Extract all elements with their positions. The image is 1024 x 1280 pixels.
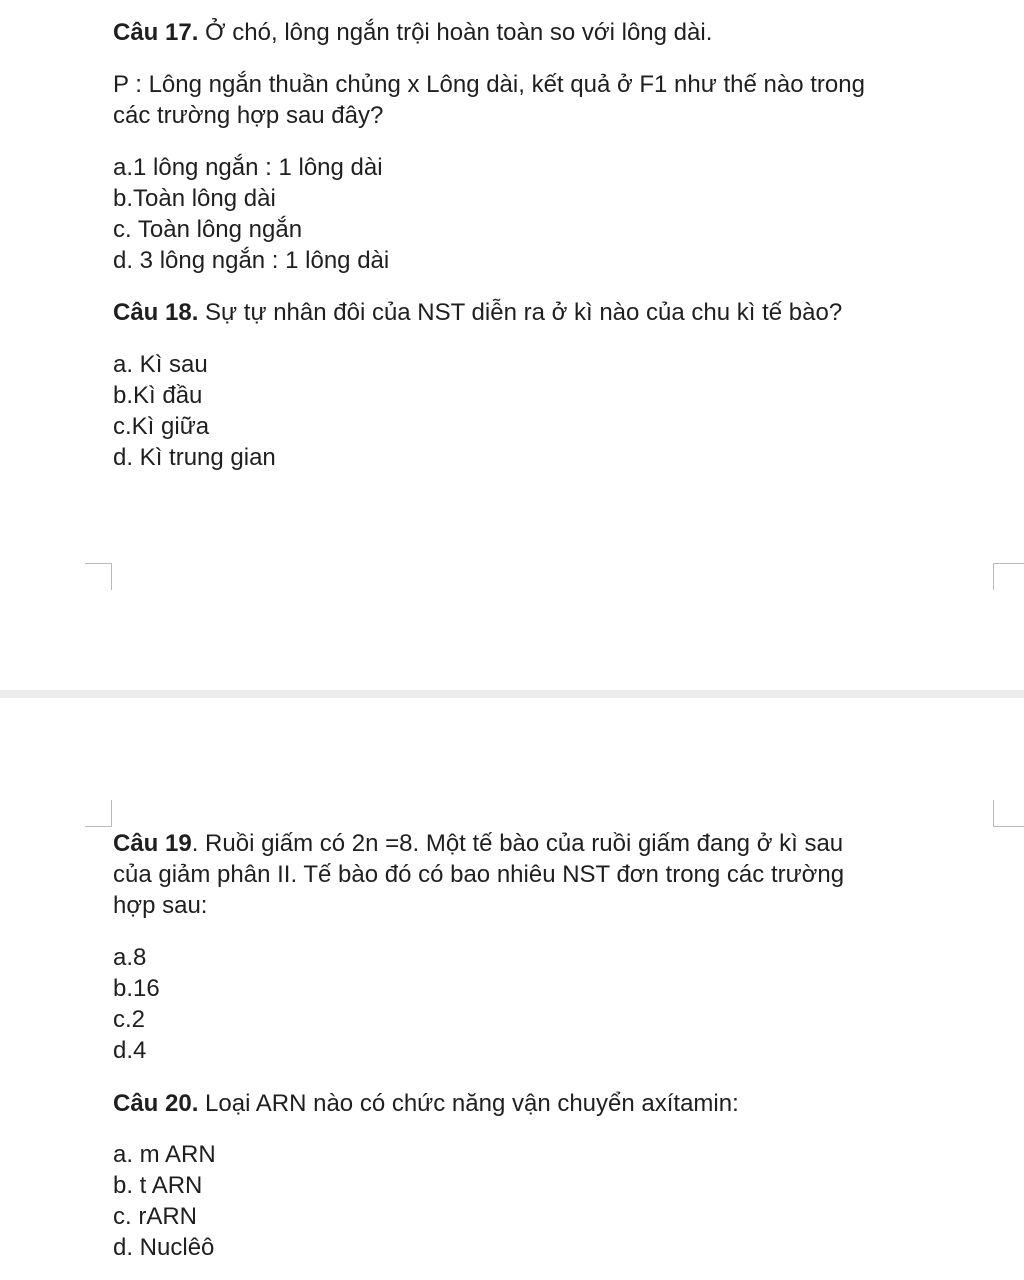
question-18-text: Sự tự nhân đôi của NST diễn ra ở kì nào của chu kì tế bào? — [198, 299, 843, 326]
question-20-option-a: a. m ARN — [113, 1141, 216, 1168]
question-17-stem — [113, 69, 993, 131]
question-19-option-b: b.16 — [113, 975, 160, 1002]
question-19-text: . Ruồi giấm có 2n =8. Một tế bào của ruồi giấm đang ở kì sau — [191, 830, 844, 857]
question-20-option-c: c. rARN — [113, 1203, 197, 1230]
margin-corner-mark-top-right — [993, 800, 1024, 827]
question-19-option-c: c.2 — [113, 1006, 146, 1033]
question-19-label: Câu 19 — [113, 830, 192, 857]
question-19-line-3: hợp sau: — [113, 892, 208, 919]
question-17-text: Ở chó, lông ngắn trội hoàn toàn so với lông dài. — [198, 19, 713, 46]
question-17-option-d: d. 3 lông ngắn : 1 lông dài — [113, 247, 390, 274]
question-18-label: Câu 18. — [113, 299, 199, 326]
question-18-option-b: b.Kì đầu — [113, 382, 203, 409]
question-19-line-2: của giảm phân II. Tế bào đó có bao nhiêu NST đơn trong các trường — [113, 861, 845, 888]
question-17-heading — [113, 17, 993, 48]
question-20-heading — [113, 1088, 993, 1119]
question-19-option-d: d.4 — [113, 1037, 147, 1064]
margin-corner-mark-bottom-right — [993, 563, 1024, 590]
question-17-options — [113, 152, 993, 276]
question-18-options — [113, 349, 993, 473]
question-18-option-d: d. Kì trung gian — [113, 444, 276, 471]
question-19-option-a: a.8 — [113, 944, 147, 971]
document-page-2 — [0, 698, 1024, 1280]
margin-corner-mark-top-left — [85, 800, 112, 827]
question-20-text: Loại ARN nào có chức năng vận chuyển axítamin: — [198, 1090, 739, 1117]
question-18-option-a: a. Kì sau — [113, 351, 208, 378]
question-20-label: Câu 20. — [113, 1090, 199, 1117]
question-17-label: Câu 17. — [113, 19, 199, 46]
question-20-options — [113, 1139, 993, 1263]
question-20-option-d: d. Nuclêô — [113, 1234, 215, 1261]
question-17-stem-line-2: các trường hợp sau đây? — [113, 102, 384, 129]
question-17-stem-line-1: P : Lông ngắn thuần chủng x Lông dài, kết quả ở F1 như thế nào trong — [113, 71, 865, 98]
page-separator — [0, 690, 1024, 698]
question-17-option-c: c. Toàn lông ngắn — [113, 216, 303, 243]
question-20-option-b: b. t ARN — [113, 1172, 203, 1199]
question-17-option-b: b.Toàn lông dài — [113, 185, 276, 212]
question-18-heading — [113, 297, 993, 328]
question-19-options — [113, 942, 993, 1066]
question-19-heading — [113, 828, 993, 921]
margin-corner-mark-bottom-left — [85, 563, 112, 590]
question-18-option-c: c.Kì giữa — [113, 413, 210, 440]
question-17-option-a: a.1 lông ngắn : 1 lông dài — [113, 154, 383, 181]
